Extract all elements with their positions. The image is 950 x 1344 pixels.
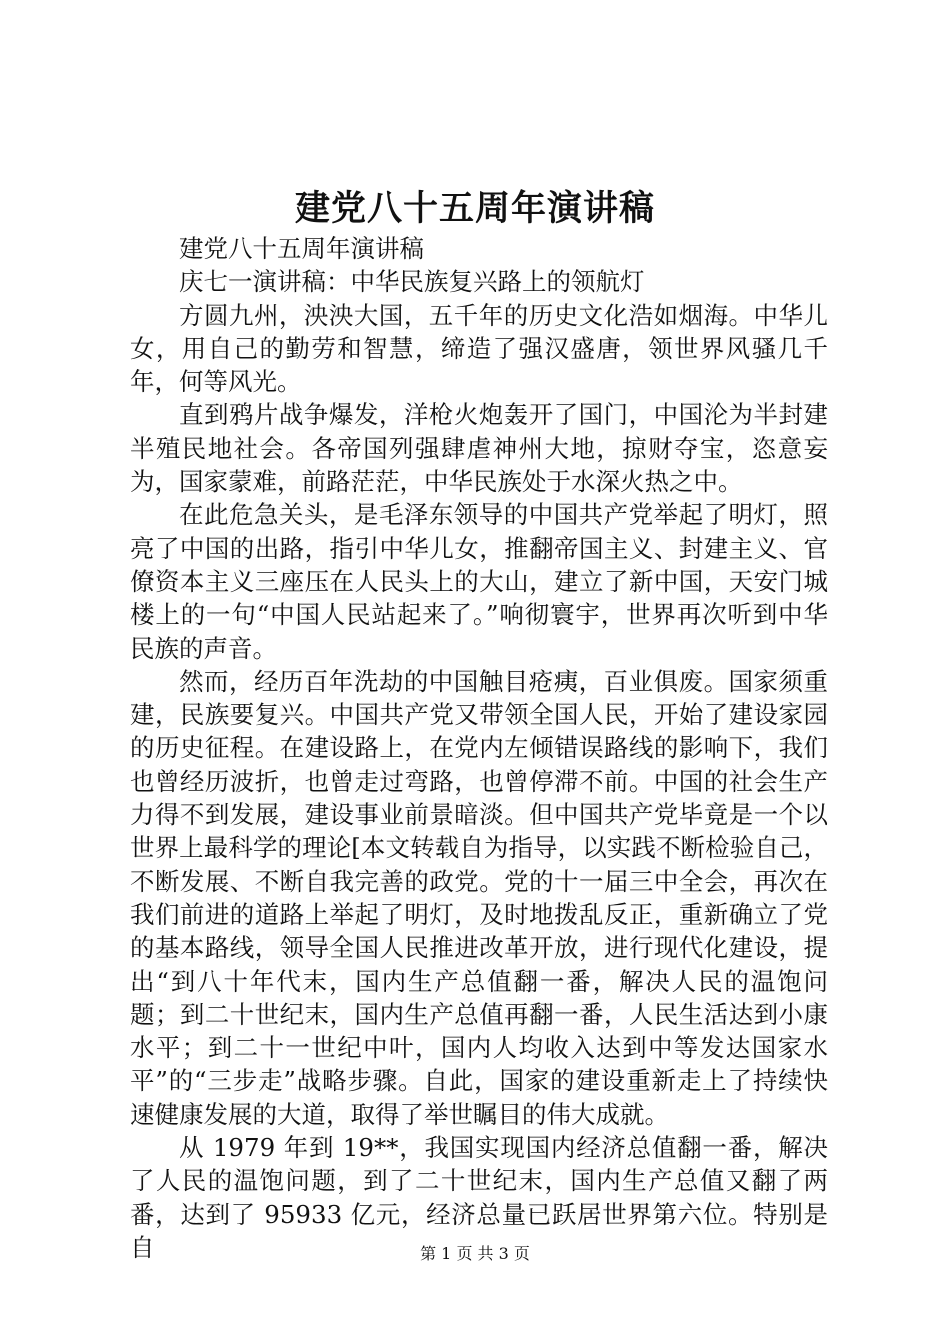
page-footer: 第 1 页 共 3 页 (420, 1244, 530, 1263)
paragraph: 方圆九州，泱泱大国，五千年的历史文化浩如烟海。中华儿女，用自己的勤劳和智慧，缔造了强汉盛唐，领世界风骚几千年，何等风光。 (130, 300, 828, 397)
document-body (130, 232, 828, 1264)
paragraph: 在此危急关头，是毛泽东领导的中国共产党举起了明灯，照亮了中国的出路，指引中华儿女，推翻帝国主义、封建主义、官僚资本主义三座压在人民头上的大山，建立了新中国，天安门城楼上的一句“中国人民站起来了。”响彻寰宇，世界再次听到中华民族的声音。 (130, 500, 828, 663)
paragraph: 然而，经历百年洗劫的中国触目疮痍，百业俱废。国家须重建，民族要复兴。中国共产党又带领全国人民，开始了建设家园的历史征程。在建设路上，在党内左倾错误路线的影响下，我们也曾经历波折，也曾走过弯路，也曾停滞不前。中国的社会生产力得不到发展，建设事业前景暗淡。但中国共产党毕竟是一个以世界上最科学的理论[本文转载自为指导，以实践不断检验自己，不断发展、不断自我完善的政党。党的十一届三中全会，再次在我们前进的道路上举起了明灯，及时地拨乱反正，重新确立了党的基本路线，领导全国人民推进改革开放，进行现代化建设，提出“到八十年代末，国内生产总值翻一番，解决人民的温饱问题；到二十世纪末，国内生产总值再翻一番，人民生活达到小康水平；到二十一世纪中叶，国内人均收入达到中等发达国家水平”的“三步走”战略步骤。自此，国家的建设重新走上了持续快速健康发展的大道，取得了举世瞩目的伟大成就。 (130, 666, 828, 1129)
paragraph: 直到鸦片战争爆发，洋枪火炮轰开了国门，中国沦为半封建半殖民地社会。各帝国列强肆虐神州大地，掠财夺宝，恣意妄为，国家蒙难，前路茫茫，中华民族处于水深火热之中。 (130, 400, 828, 497)
document-title: 建党八十五周年演讲稿 (294, 188, 655, 229)
paragraph: 庆七一演讲稿：中华民族复兴路上的领航灯 (179, 267, 645, 297)
paragraph: 从 1979 年到 19**，我国实现国内经济总值翻一番，解决了人民的温饱问题，到了二十世纪末，国内生产总值又翻了两番，达到了 95933 亿元，经济总量已跃居世界第六位。特别是自 (130, 1133, 828, 1262)
paragraph: 建党八十五周年演讲稿 (179, 234, 424, 263)
